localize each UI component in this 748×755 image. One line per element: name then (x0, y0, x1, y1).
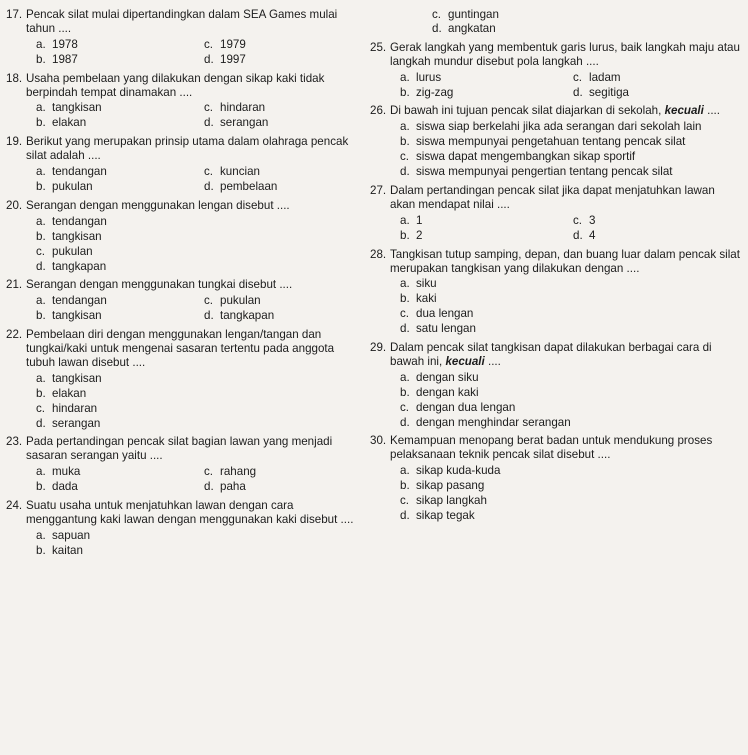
question-number: 26. (370, 104, 387, 118)
option-letter: d. (400, 322, 410, 336)
answer-option (573, 86, 740, 100)
option-text: tangkisan (52, 101, 102, 115)
answer-option (204, 294, 366, 308)
question-text: Serangan dengan menggunakan lengan disebut .... (26, 198, 290, 212)
question-stem (390, 248, 740, 276)
question-number: 17. (6, 8, 23, 21)
option-text: pukulan (52, 244, 93, 258)
option-letter: d. (573, 85, 583, 99)
question-stem (390, 434, 740, 462)
answer-option (400, 494, 740, 508)
option-text: sikap kuda-kuda (416, 464, 501, 478)
option-text: sapuan (52, 528, 91, 542)
answer-option (204, 180, 366, 194)
answer-option (204, 165, 366, 179)
answer-option (400, 371, 740, 385)
question-text: Serangan dengan menggunakan tungkai disebut .... (26, 278, 293, 292)
option-letter: b. (400, 85, 410, 99)
question-text: Tangkisan tutup samping, depan, dan buang luar dalam pencak silat merupakan tangkisan yang dilakukan dengan .... (390, 247, 740, 275)
answer-option (400, 135, 740, 149)
answer-option (204, 101, 366, 115)
answer-option (400, 464, 740, 478)
question-text: Dalam pencak silat tangkisan dapat dilakukan berbagai cara di bawah ini, (390, 341, 712, 368)
answer-options (36, 38, 366, 67)
option-letter: c. (204, 294, 214, 308)
question-number: 25. (370, 40, 387, 54)
answer-option (573, 229, 740, 243)
question (6, 278, 366, 323)
option-text: tangkapan (52, 259, 107, 273)
question-stem (26, 328, 366, 370)
question (370, 184, 740, 243)
answer-option (400, 307, 740, 321)
option-text: serangan (52, 416, 101, 430)
answer-option (36, 529, 366, 543)
option-text: 1987 (52, 52, 78, 66)
answer-options (36, 101, 366, 130)
question (6, 8, 366, 67)
option-letter: b. (36, 480, 46, 494)
option-text: dengan menghindar serangan (416, 415, 571, 429)
option-text: hindaran (52, 401, 98, 415)
question-text: Gerak langkah yang membentuk garis lurus, baik langkah maju atau langkah mundur disebut pola langkah .... (390, 40, 740, 68)
option-letter: d. (400, 509, 410, 522)
option-letter: d. (204, 179, 214, 193)
option-text: kaki (416, 292, 437, 306)
question-stem (26, 278, 366, 292)
question-stem (390, 341, 740, 369)
question-text: Dalam pertandingan pencak silat jika dapat menjatuhkan lawan akan mendapat nilai .... (390, 183, 715, 211)
answer-option (36, 417, 366, 431)
answer-option (400, 277, 740, 291)
question (6, 135, 366, 194)
option-letter: a. (36, 165, 46, 179)
question-stem (26, 72, 366, 100)
question (6, 199, 366, 274)
answer-option (204, 53, 366, 67)
question-stem (390, 184, 740, 212)
answer-option (204, 116, 366, 130)
option-letter: b. (36, 52, 46, 66)
option-letter: a. (36, 528, 46, 542)
q17-continued-options (432, 8, 740, 36)
question (370, 104, 740, 179)
option-letter: d. (204, 52, 214, 66)
option-text: 1 (416, 213, 423, 227)
option-text: tendangan (52, 165, 107, 179)
option-letter: b. (36, 179, 46, 193)
option-text: muka (52, 465, 81, 479)
question-number: 29. (370, 341, 387, 355)
question-number: 20. (6, 198, 23, 212)
question-number: 30. (370, 434, 387, 448)
option-text: siswa mempunyai pengetahuan tentang pencak silat (416, 135, 686, 149)
question-number: 28. (370, 247, 387, 261)
option-letter: b. (36, 386, 46, 400)
option-letter: d. (204, 480, 214, 494)
option-letter: c. (573, 213, 583, 227)
answer-option (36, 402, 366, 416)
option-text: 3 (589, 213, 596, 227)
option-text: tangkisan (52, 371, 102, 385)
option-text: dengan kaki (416, 385, 479, 399)
answer-options (36, 215, 366, 274)
question-number: 19. (6, 135, 23, 149)
option-text: kaitan (52, 543, 83, 557)
answer-option (36, 480, 198, 494)
answer-options (36, 372, 366, 431)
answer-option (36, 165, 198, 179)
question-text: Berikut yang merupakan prinsip utama dalam olahraga pencak silat adalah .... (26, 135, 349, 163)
answer-option (400, 322, 740, 336)
option-text: 1978 (52, 37, 78, 51)
answer-option (573, 214, 740, 228)
question (370, 41, 740, 100)
answer-option (36, 53, 198, 67)
option-text: rahang (220, 465, 257, 479)
question-stem (26, 199, 366, 213)
option-text: guntingan (448, 8, 499, 21)
option-text: tangkisan (52, 309, 102, 323)
answer-options (36, 294, 366, 323)
question-tail: .... (703, 104, 720, 118)
option-text: pembelaan (220, 179, 278, 193)
option-text: sikap pasang (416, 479, 485, 493)
answer-option (400, 165, 740, 179)
option-letter: b. (400, 292, 410, 306)
option-text: elakan (52, 386, 87, 400)
answer-option (400, 86, 567, 100)
option-letter: c. (204, 37, 214, 51)
answer-option (204, 309, 366, 323)
option-text: hindaran (220, 101, 266, 115)
option-letter: b. (400, 135, 410, 149)
option-text: angkatan (448, 21, 496, 35)
option-letter: c. (400, 400, 410, 414)
option-text: elakan (52, 116, 87, 130)
question-number: 23. (6, 435, 23, 449)
option-text: zig-zag (416, 85, 454, 99)
question-text: Pada pertandingan pencak silat bagian lawan yang menjadi sasaran serangan yaitu .... (26, 435, 333, 463)
answer-option (36, 260, 366, 274)
option-letter: a. (36, 465, 46, 479)
option-letter: b. (36, 309, 46, 323)
answer-options (400, 214, 740, 243)
option-letter: b. (36, 543, 46, 557)
answer-option (400, 214, 567, 228)
question-number: 27. (370, 183, 387, 197)
question-emphasis: kecuali (664, 104, 704, 118)
answer-options (36, 465, 366, 494)
answer-option (36, 309, 198, 323)
question-stem (26, 135, 366, 163)
option-letter: c. (400, 150, 410, 164)
option-letter: b. (400, 228, 410, 242)
question-number: 21. (6, 278, 23, 292)
option-text: serangan (220, 116, 269, 130)
option-letter: d. (573, 228, 583, 242)
option-text: sikap tegak (416, 509, 475, 522)
option-letter: b. (400, 479, 410, 493)
answer-option (36, 215, 366, 229)
question-number: 18. (6, 71, 23, 85)
answer-option (573, 71, 740, 85)
question-text: Suatu usaha untuk menjatuhkan lawan dengan cara menggantung kaki lawan dengan menggunakan kaki disebut .... (26, 499, 354, 526)
option-text: paha (220, 480, 246, 494)
answer-option (36, 101, 198, 115)
question-stem (26, 435, 366, 463)
option-letter: c. (36, 401, 46, 415)
option-letter: d. (36, 259, 46, 273)
option-text: kuncian (220, 165, 260, 179)
question-stem (390, 104, 740, 118)
answer-option (36, 294, 198, 308)
answer-option (400, 150, 740, 164)
option-letter: c. (432, 8, 442, 21)
option-text: 4 (589, 228, 596, 242)
answer-option (36, 38, 198, 52)
answer-option (400, 509, 740, 523)
option-text: siku (416, 277, 437, 291)
option-letter: d. (204, 116, 214, 130)
option-letter: d. (400, 415, 410, 429)
answer-option (36, 387, 366, 401)
option-text: tangkapan (220, 309, 275, 323)
option-letter: a. (36, 37, 46, 51)
option-letter: a. (400, 464, 410, 478)
option-text: dengan siku (416, 370, 479, 384)
option-text: lurus (416, 70, 442, 84)
option-letter: c. (573, 70, 583, 84)
answer-options (400, 371, 740, 430)
answer-options (400, 120, 740, 179)
option-letter: a. (36, 371, 46, 385)
option-text: 1979 (220, 37, 246, 51)
option-text: sikap langkah (416, 494, 487, 508)
option-letter: a. (400, 277, 410, 291)
question-text: Pencak silat mulai dipertandingkan dalam SEA Games mulai tahun .... (26, 8, 338, 35)
answer-option (432, 8, 740, 22)
answer-option (36, 544, 366, 558)
answer-option (36, 372, 366, 386)
answer-option (36, 465, 198, 479)
answer-option (400, 386, 740, 400)
right-column (370, 8, 740, 528)
option-text: tendangan (52, 294, 107, 308)
option-text: siswa siap berkelahi jika ada serangan dari sekolah lain (416, 120, 702, 134)
answer-options (400, 464, 740, 523)
question-text: Pembelaan diri dengan menggunakan lengan/tangan dan tungkai/kaki untuk mengenai sasaran tertentu pada anggota tubuh lawan disebut .... (26, 328, 335, 369)
option-text: satu lengan (416, 322, 476, 336)
question-stem (390, 41, 740, 69)
question (6, 328, 366, 430)
answer-option (400, 229, 567, 243)
option-text: siswa mempunyai pengertian tentang pencak silat (416, 165, 673, 179)
answer-option (400, 120, 740, 134)
option-letter: c. (204, 101, 214, 115)
answer-option (204, 465, 366, 479)
option-text: ladam (589, 70, 621, 84)
question-number: 22. (6, 328, 23, 342)
question-text: Di bawah ini tujuan pencak silat diajarkan di sekolah, (390, 104, 665, 118)
option-letter: b. (400, 385, 410, 399)
option-text: 2 (416, 228, 423, 242)
answer-options (400, 277, 740, 336)
option-letter: d. (400, 165, 410, 179)
question-text: Usaha pembelaan yang dilakukan dengan sikap kaki tidak berpindah tempat dinamakan .... (26, 71, 325, 99)
option-text: pukulan (52, 179, 93, 193)
question-stem (26, 499, 366, 527)
option-letter: a. (400, 213, 410, 227)
answer-option (204, 38, 366, 52)
question-tail: .... (484, 354, 501, 368)
option-letter: b. (36, 116, 46, 130)
option-letter: a. (36, 214, 46, 228)
option-letter: c. (400, 494, 410, 508)
question (370, 434, 740, 522)
option-letter: b. (36, 229, 46, 243)
answer-option (400, 416, 740, 430)
option-letter: a. (400, 70, 410, 84)
answer-option (204, 480, 366, 494)
answer-option (36, 230, 366, 244)
answer-option (36, 116, 198, 130)
answer-option (432, 22, 740, 36)
answer-options (400, 71, 740, 100)
question (6, 499, 366, 558)
question-emphasis: kecuali (445, 354, 485, 368)
answer-option (400, 479, 740, 493)
answer-options (36, 529, 366, 558)
option-text: siswa dapat mengembangkan sikap sportif (416, 150, 636, 164)
option-text: pukulan (220, 294, 261, 308)
answer-option (400, 71, 567, 85)
option-text: tendangan (52, 214, 107, 228)
answer-option (36, 180, 198, 194)
option-letter: a. (36, 101, 46, 115)
question-text: Kemampuan menopang berat badan untuk mendukung proses pelaksanaan teknik pencak silat disebut .... (390, 434, 713, 462)
option-letter: a. (400, 120, 410, 134)
option-text: dua lengan (416, 307, 474, 321)
option-letter: d. (204, 309, 214, 323)
question (6, 435, 366, 494)
option-text: segitiga (589, 85, 629, 99)
option-letter: d. (432, 21, 442, 35)
question (370, 248, 740, 336)
option-letter: c. (204, 465, 214, 479)
option-text: tangkisan (52, 229, 102, 243)
question-stem (26, 8, 366, 36)
option-text: 1997 (220, 52, 246, 66)
option-letter: c. (400, 307, 410, 321)
answer-options (36, 165, 366, 194)
option-letter: a. (36, 294, 46, 308)
answer-option (400, 401, 740, 415)
answer-option (36, 245, 366, 259)
right-questions (370, 41, 740, 523)
answer-option (400, 292, 740, 306)
question-number: 24. (6, 499, 23, 513)
option-text: dengan dua lengan (416, 400, 516, 414)
option-letter: a. (400, 370, 410, 384)
question (370, 341, 740, 429)
option-letter: c. (204, 165, 214, 179)
option-text: dada (52, 480, 78, 494)
option-letter: c. (36, 244, 46, 258)
option-letter: d. (36, 416, 46, 430)
left-column (6, 8, 366, 563)
question (6, 72, 366, 131)
